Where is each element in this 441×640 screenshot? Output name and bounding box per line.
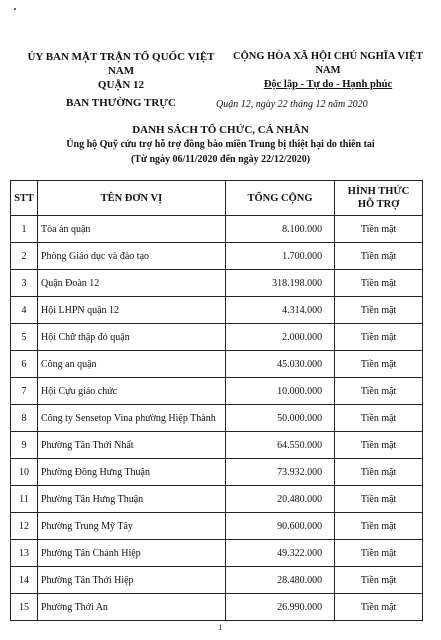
cell-total: 318.198.000 [225,270,334,297]
page-number: 1 [218,623,223,632]
org-committee: BAN THƯỜNG TRỰC [65,97,176,109]
cell-total: 90.600.000 [225,513,334,540]
cell-form: Tiền mặt [335,216,423,243]
cell-stt: 12 [11,513,38,540]
table-row [11,243,423,270]
national-motto: Độc lập - Tự do - Hạnh phúc [263,79,393,90]
header-name: TÊN ĐƠN VỊ [37,181,225,216]
org-district: QUẬN 12 [97,79,145,91]
issuing-organization [16,50,226,110]
cell-stt: 5 [11,324,38,351]
cell-stt: 8 [11,405,38,432]
cell-name: Phòng Giáo dục và đào tạo [37,243,225,270]
cell-stt: 2 [11,243,38,270]
table-row [11,297,423,324]
table-row [11,540,423,567]
table-row [11,216,423,243]
cell-total: 50.000.000 [225,405,334,432]
header-total: TỔNG CỘNG [225,181,334,216]
document-period: (Từ ngày 06/11/2020 đến ngày 22/12/2020) [130,154,311,165]
cell-name: Phường Tân Thới Hiệp [37,567,225,594]
cell-name: Hội Chữ thập đỏ quận [37,324,225,351]
cell-name: Phường Trung Mỹ Tây [37,513,225,540]
cell-name: Phường Thới An [37,594,225,621]
cell-total: 10.000.000 [225,378,334,405]
cell-form: Tiền mặt [335,540,423,567]
table-row [11,513,423,540]
table-row [11,432,423,459]
cell-total: 28.480.000 [225,567,334,594]
cell-form: Tiền mặt [335,351,423,378]
header-stt: STT [11,181,38,216]
table-row [11,405,423,432]
cell-name: Quận Đoàn 12 [37,270,225,297]
cell-form: Tiền mặt [335,324,423,351]
cell-name: Phường Tân Chánh Hiệp [37,540,225,567]
cell-total: 49.322.000 [225,540,334,567]
cell-total: 45.030.000 [225,351,334,378]
cell-name: Tòa án quận [37,216,225,243]
cell-stt: 15 [11,594,38,621]
table-row [11,486,423,513]
table-header-row [11,181,423,216]
scan-speck [14,8,16,10]
cell-stt: 1 [11,216,38,243]
cell-stt: 13 [11,540,38,567]
cell-stt: 9 [11,432,38,459]
cell-form: Tiền mặt [335,243,423,270]
table-row [11,270,423,297]
table-row [11,594,423,621]
header-form [335,181,423,216]
donor-table [10,180,423,621]
table-row [11,567,423,594]
cell-form: Tiền mặt [335,567,423,594]
cell-name: Phường Đông Hưng Thuận [37,459,225,486]
cell-total: 4.314.000 [225,297,334,324]
cell-form: Tiền mặt [335,297,423,324]
cell-total: 2.000.000 [225,324,334,351]
cell-name: Công ty Sensetop Vina phường Hiệp Thành [37,405,225,432]
cell-name: Hội LHPN quận 12 [37,297,225,324]
document-date: Quận 12, ngày 22 tháng 12 năm 2020 [216,99,368,110]
document-title: DANH SÁCH TỔ CHỨC, CÁ NHÂN [132,124,309,136]
header-form-line2: HỖ TRỢ [357,199,400,210]
cell-total: 8.100.000 [225,216,334,243]
national-header [222,50,434,92]
cell-form: Tiền mặt [335,270,423,297]
cell-form: Tiền mặt [335,486,423,513]
cell-stt: 6 [11,351,38,378]
cell-form: Tiền mặt [335,459,423,486]
cell-stt: 4 [11,297,38,324]
header-form-line1: HÌNH THỨC [347,186,410,197]
table-row [11,378,423,405]
table-row [11,459,423,486]
cell-total: 64.550.000 [225,432,334,459]
cell-name: Công an quận [37,351,225,378]
cell-form: Tiền mặt [335,378,423,405]
cell-stt: 3 [11,270,38,297]
cell-total: 1.700.000 [225,243,334,270]
cell-form: Tiền mặt [335,405,423,432]
table-row [11,324,423,351]
cell-form: Tiền mặt [335,594,423,621]
cell-name: Phường Tân Thới Nhất [37,432,225,459]
cell-form: Tiền mặt [335,432,423,459]
document-subtitle: Ủng hộ Quỹ cứu trợ hỗ trợ đồng bào miền Trung bị thiệt hại do thiên tai [66,139,375,150]
cell-total: 20.480.000 [225,486,334,513]
cell-stt: 14 [11,567,38,594]
table-row [11,351,423,378]
cell-form: Tiền mặt [335,513,423,540]
org-name: ỦY BAN MẶT TRẬN TỔ QUỐC VIỆT NAM [27,51,215,77]
cell-total: 73.932.000 [225,459,334,486]
cell-name: Phường Tân Hưng Thuận [37,486,225,513]
country-name: CỘNG HÒA XÃ HỘI CHỦ NGHĨA VIỆT NAM [233,51,423,76]
cell-name: Hội Cựu giáo chức [37,378,225,405]
cell-stt: 10 [11,459,38,486]
cell-total: 26.990.000 [225,594,334,621]
cell-stt: 7 [11,378,38,405]
table-body [11,216,423,621]
cell-stt: 11 [11,486,38,513]
